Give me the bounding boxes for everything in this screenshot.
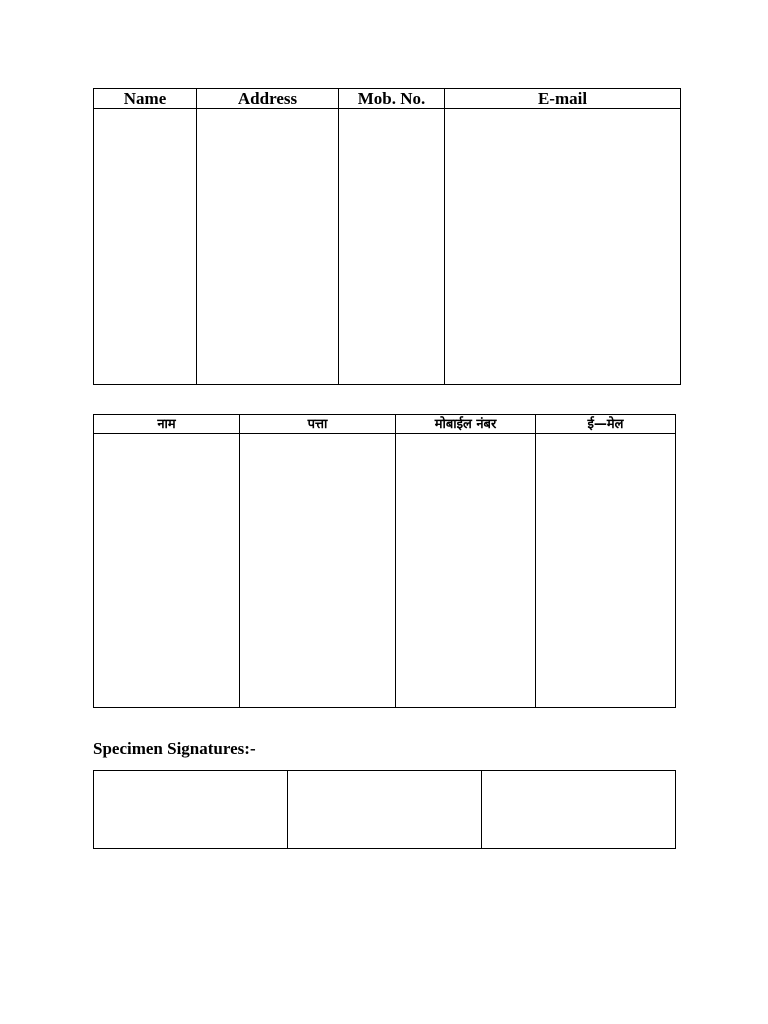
table-row bbox=[94, 434, 676, 708]
mobile-number-cell-hindi[interactable] bbox=[396, 434, 536, 708]
table-row bbox=[94, 109, 681, 385]
table-header-row bbox=[94, 415, 676, 434]
table-row bbox=[94, 771, 676, 849]
mobile-number-cell[interactable] bbox=[339, 109, 445, 385]
table-header-row bbox=[94, 89, 681, 109]
specimen-signatures-heading: Specimen Signatures:- bbox=[93, 739, 256, 758]
signature-box-2[interactable] bbox=[288, 771, 482, 849]
header-address: Address bbox=[197, 89, 339, 109]
address-cell[interactable] bbox=[197, 109, 339, 385]
name-cell[interactable] bbox=[94, 109, 197, 385]
email-cell[interactable] bbox=[445, 109, 681, 385]
address-cell-hindi[interactable] bbox=[240, 434, 396, 708]
name-cell-hindi[interactable] bbox=[94, 434, 240, 708]
header-mobile-number-hindi: मोबाईल नंबर bbox=[396, 415, 536, 434]
header-mobile-number: Mob. No. bbox=[339, 89, 445, 109]
signature-box-1[interactable] bbox=[94, 771, 288, 849]
header-email: E-mail bbox=[445, 89, 681, 109]
header-name: Name bbox=[94, 89, 197, 109]
signature-box-3[interactable] bbox=[482, 771, 676, 849]
header-name-hindi: नाम bbox=[94, 415, 240, 434]
contact-table-hindi bbox=[93, 414, 676, 708]
header-address-hindi: पत्ता bbox=[240, 415, 396, 434]
contact-table-english bbox=[93, 88, 681, 385]
email-cell-hindi[interactable] bbox=[536, 434, 676, 708]
header-email-hindi: ई—मेल bbox=[536, 415, 676, 434]
signature-table bbox=[93, 770, 676, 849]
